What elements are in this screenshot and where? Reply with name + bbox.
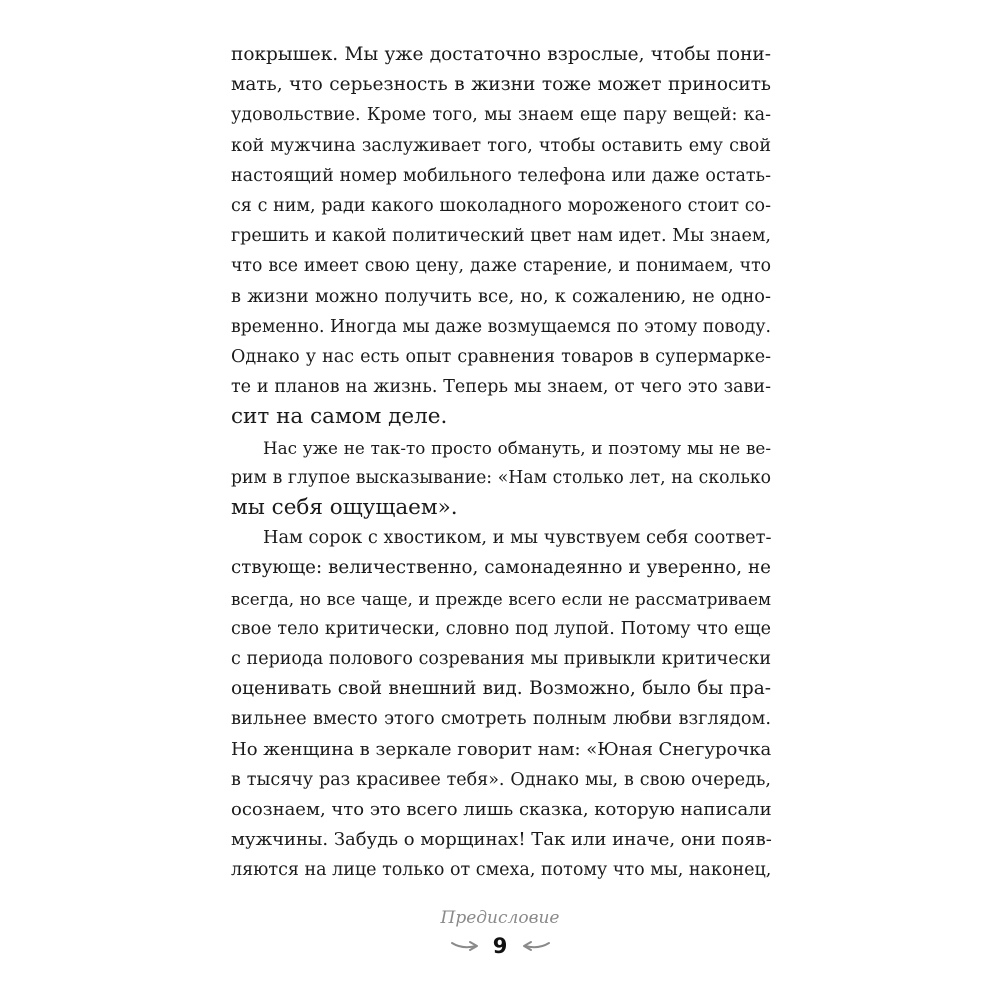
text-line: Нас уже не так-то просто обмануть, и поэтому мы не ве-	[263, 437, 771, 458]
text-line: удовольствие. Кроме того, мы знаем еще пару вещей: ка-	[231, 105, 771, 126]
text-line: сит на самом деле.	[231, 404, 448, 430]
text-line: вильнее вместо этого смотреть полным любви взглядом.	[231, 709, 771, 730]
text-line: те и планов на жизнь. Теперь мы знаем, от чего это зави-	[231, 377, 771, 398]
arrow-right-icon	[450, 939, 480, 953]
text-line: кой мужчина заслуживает того, чтобы оставить ему свой	[231, 135, 771, 156]
text-line: оценивать свой внешний вид. Возможно, было бы пра-	[231, 678, 771, 700]
page-number-row	[0, 931, 1000, 961]
text-line: всегда, но все чаще, и прежде всего если не рассматриваем	[231, 588, 771, 609]
text-line: ляются на лице только от смеха, потому что мы, наконец,	[231, 860, 772, 881]
text-line: настоящий номер мобильного телефона или даже остать-	[231, 165, 771, 186]
text-line: рим в глупое высказывание: «Нам столько лет, на сколько	[231, 467, 771, 488]
text-line: ся с ним, ради какого шоколадного мороженого стоит со-	[231, 196, 771, 216]
text-line: мужчины. Забудь о морщинах! Так или иначе, они появ-	[231, 829, 772, 851]
text-line: ствующе: величественно, самонадеянно и уверенно, не	[231, 557, 771, 579]
section-title: Предисловие	[440, 908, 560, 928]
text-line: Однако у нас есть опыт сравнения товаров в супермарке-	[231, 347, 771, 367]
text-line: мы себя ощущаем».	[231, 495, 458, 520]
text-line: в жизни можно получить все, но, к сожалению, не одно-	[231, 286, 771, 307]
arrow-left-icon	[521, 939, 551, 953]
text-line: мать, что серьезность в жизни тоже может приносить	[231, 74, 771, 96]
text-line: Но женщина в зеркале говорит нам: «Юная Снегурочка	[231, 738, 772, 760]
text-line: Нам сорок с хвостиком, и мы чувствуем себя соответ-	[263, 528, 772, 549]
page-footer	[0, 905, 1000, 965]
text-line: временно. Иногда мы даже возмущаемся по этому поводу.	[231, 316, 771, 337]
text-line: осознаем, что это всего лишь сказка, которую написали	[231, 799, 772, 820]
page-number: 9	[492, 934, 508, 958]
text-line: что все имеет свою цену, даже старение, и понимаем, что	[231, 256, 771, 277]
text-line: в тысячу раз красивее тебя». Однако мы, в свою очередь,	[231, 769, 771, 790]
text-line: грешить и какой политический цвет нам идет. Мы знаем,	[231, 226, 771, 247]
text-line: покрышек. Мы уже достаточно взрослые, чтобы пони-	[231, 44, 771, 65]
text-line: с периода полового созревания мы привыкли критически	[231, 649, 771, 669]
text-line: свое тело критически, словно под лупой. Потому что еще	[231, 618, 771, 639]
